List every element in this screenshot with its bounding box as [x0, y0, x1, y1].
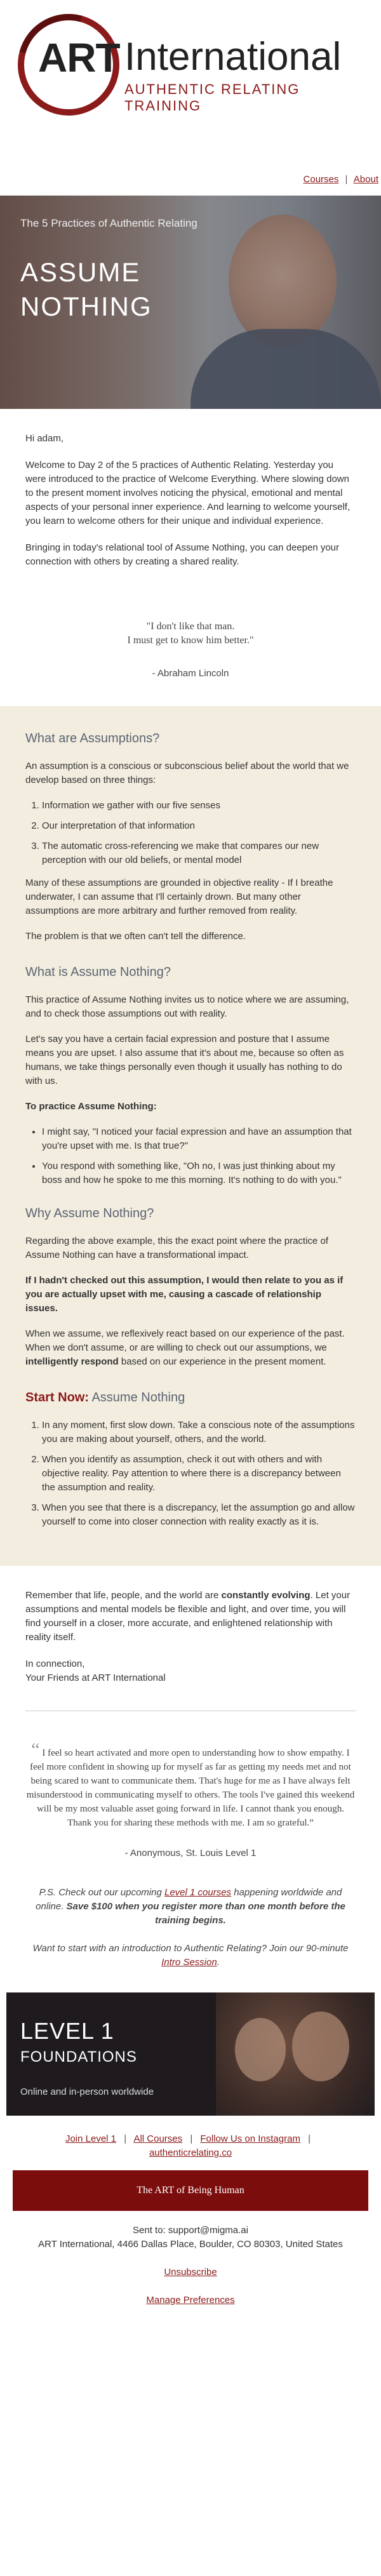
quote-line-1: "I don't like that man. — [146, 621, 235, 632]
nav-courses-link[interactable]: Courses — [303, 174, 339, 185]
list-item: 3. The automatic cross-referencing we make that compares our new perception with our old beliefs, or mental model — [42, 839, 356, 867]
manage-preferences-link[interactable]: Manage Preferences — [146, 2295, 235, 2306]
testimonial-attribution: - Anonymous, St. Louis Level 1 — [124, 1848, 257, 1859]
nav-separator: | — [345, 174, 348, 185]
ps-paragraph — [25, 1886, 356, 1928]
start-now-list — [25, 1418, 356, 1529]
ps-section — [0, 1879, 381, 1976]
quote-line-2: I must get to know him better." — [127, 635, 254, 646]
unsubscribe-link[interactable]: Unsubscribe — [164, 2267, 217, 2278]
brand-header — [0, 0, 381, 127]
why-paragraph-2: If I hadn't checked out this assumption, I would then relate to you as if you are actually upset with me, causing a cascade of relationship issues. — [25, 1275, 344, 1314]
ps-text-a: P.S. Check out our upcoming — [39, 1887, 164, 1898]
list-item: 2. When you identify as assumption, check it out with others and with objective reality. Pay attention to where there is a discrepancy between the assumption and reality. — [42, 1453, 356, 1495]
why-paragraph-3 — [25, 1327, 356, 1369]
assume-nothing-paragraph-1: This practice of Assume Nothing invites us to notice where we are assuming, and to check those assumptions out with reality. — [25, 994, 349, 1019]
quote-attribution: - Abraham Lincoln — [152, 668, 229, 679]
logo-tagline: AUTHENTIC RELATING TRAINING — [124, 81, 300, 114]
banner-photo-person-1 — [235, 2018, 286, 2081]
join-level1-link[interactable]: Join Level 1 — [65, 2133, 117, 2144]
start-now-heading — [25, 1391, 356, 1405]
lincoln-quote — [0, 594, 381, 706]
email-footer — [0, 2211, 381, 2307]
sign-off-line-2: Your Friends at ART International — [25, 1672, 166, 1683]
intro-section — [0, 409, 381, 594]
intro-session-link[interactable]: Intro Session — [161, 1957, 217, 1968]
postal-address: ART International, 4466 Dallas Place, Boulder, CO 80303, United States — [38, 2239, 343, 2250]
logo-art-text: ART — [38, 35, 120, 81]
start-now-title: Assume Nothing — [89, 1391, 185, 1405]
banner-caption: Online and in-person worldwide — [20, 2086, 154, 2097]
testimonial — [0, 1730, 381, 1879]
instagram-link[interactable]: Follow Us on Instagram — [200, 2133, 300, 2144]
greeting: Hi adam, — [25, 433, 64, 444]
sign-off-line-1: In connection, — [25, 1658, 85, 1669]
tagline-bar: The ART of Being Human — [13, 2170, 368, 2211]
banner-title: LEVEL 1 — [20, 2018, 114, 2044]
banner-subtitle: FOUNDATIONS — [20, 2048, 137, 2065]
website-link[interactable]: authenticrelating.co — [149, 2147, 232, 2158]
outro-text-bold: constantly evolving — [221, 1590, 311, 1601]
outro-section — [0, 1566, 381, 1692]
why-heading: Why Assume Nothing? — [25, 1206, 154, 1220]
why-text-a: When we assume, we reflexively react based on our experience of the past. When we don't assume, or are willing to check out our assumptions, we — [25, 1328, 345, 1353]
why-paragraph-1: Regarding the above example, this the exact point where the practice of Assume Nothing can have a transformational impact. — [25, 1236, 328, 1260]
all-courses-link[interactable]: All Courses — [133, 2133, 183, 2144]
why-text-bold: intelligently respond — [25, 1356, 119, 1367]
intro-session-period: . — [217, 1957, 220, 1968]
hero-title-line-2: NOTHING — [20, 291, 152, 321]
hero-subtitle: The 5 Practices of Authentic Relating — [20, 217, 197, 229]
assumptions-paragraph-1: An assumption is a conscious or subconscious belief about the world that we develop based on three things: — [25, 761, 349, 785]
footer-links — [0, 2116, 381, 2166]
logo-international-text: International — [124, 35, 342, 79]
testimonial-text: I feel so heart activated and more open to understanding how to show empathy. I feel more confident in showing up for myself as far as getting my needs met and not being scared to want to communicate them. That's huge for me as I have always felt misunderstood in communicating myself to others. The tools I've gained this weekend will be my most valuable asset going forward in life. I cannot thank you enough. Thank you for sharing these methods with me. I am so grateful.” — [26, 1748, 355, 1828]
nav-about-link[interactable]: About — [353, 174, 378, 185]
intro-session-text: Want to start with an introduction to Authentic Relating? Join our 90-minute — [32, 1943, 349, 1954]
ps-savings: Save $100 when you register more than one month before the training begins. — [66, 1901, 345, 1926]
list-item: • You respond with something like, "Oh no, I was just thinking about my boss and how he spoke to me this morning. It's nothing to do with you." — [42, 1159, 356, 1187]
assumptions-list — [25, 799, 356, 867]
why-text-c: based on our experience in the present moment. — [118, 1356, 326, 1367]
link-separator: | — [308, 2133, 311, 2144]
assume-nothing-paragraph-2: Let's say you have a certain facial expression and posture that I assume means you are upset. I also assume that it's about me, because so often as humans, we take things personally even though it usually has nothing to do with us. — [25, 1034, 344, 1086]
start-now-label: Start Now: — [25, 1391, 89, 1405]
list-item: 1. Information we gather with our five senses — [42, 799, 356, 813]
outro-text-a: Remember that life, people, and the world are — [25, 1590, 222, 1601]
list-item: 3. When you see that there is a discrepancy, let the assumption go and allow yourself to come into closer connection with reality exactly as it is. — [42, 1501, 356, 1529]
link-separator: | — [190, 2133, 193, 2144]
assumptions-paragraph-3: The problem is that we often can't tell the difference. — [25, 931, 246, 942]
link-separator: | — [124, 2133, 127, 2144]
hero-title — [20, 255, 152, 324]
assumptions-heading: What are Assumptions? — [25, 731, 160, 745]
list-item: 2. Our interpretation of that information — [42, 819, 356, 833]
intro-paragraph-1: Welcome to Day 2 of the 5 practices of Authentic Relating. Yesterday you were introduced to the practice of Welcome Everything. Where slowing down to the present moment involves noticing the physical, emotional and mental aspects of your personal inner experience. And learning to welcome yourself, you learn to welcome others for their unique and individual experience. — [25, 460, 351, 526]
ps-text-b: happening worldwide and online. — [36, 1887, 342, 1912]
lesson-section — [0, 706, 381, 1566]
list-item: 1. In any moment, first slow down. Take a conscious note of the assumptions you are making about yourself, others, and the world. — [42, 1418, 356, 1446]
assume-nothing-heading: What is Assume Nothing? — [25, 965, 171, 979]
top-nav — [0, 127, 381, 188]
intro-session-paragraph — [25, 1942, 356, 1970]
level1-banner[interactable] — [6, 1992, 375, 2116]
intro-paragraph-2: Bringing in today's relational tool of Assume Nothing, you can deepen your connection with others by creating a shared reality. — [25, 542, 340, 567]
level1-courses-link[interactable]: Level 1 courses — [164, 1887, 232, 1898]
list-item: • I might say, "I noticed your facial expression and have an assumption that you're upset with me. Is that true?" — [42, 1125, 356, 1153]
practice-heading: To practice Assume Nothing: — [25, 1101, 157, 1112]
hero-title-line-1: ASSUME — [20, 257, 141, 287]
assumptions-paragraph-2: Many of these assumptions are grounded in objective reality - If I breathe underwater, I can assume that I'll certainly drown. But many other assumptions are more arbitrary and further removed from reality. — [25, 878, 333, 916]
quote-mark-icon: “ — [31, 1739, 40, 1760]
hero-image — [0, 196, 381, 409]
footer-address-block — [13, 2224, 368, 2252]
banner-photo-person-2 — [292, 2012, 349, 2081]
practice-list — [25, 1125, 356, 1187]
outro-paragraph — [25, 1589, 356, 1645]
sent-to: Sent to: support@migma.ai — [133, 2225, 248, 2236]
outro-text-c: . Let your assumptions and mental models be flexible and light, and over time, you will find yourself in a closer, more accurate, and enlightened relationship with reality itself. — [25, 1590, 351, 1643]
